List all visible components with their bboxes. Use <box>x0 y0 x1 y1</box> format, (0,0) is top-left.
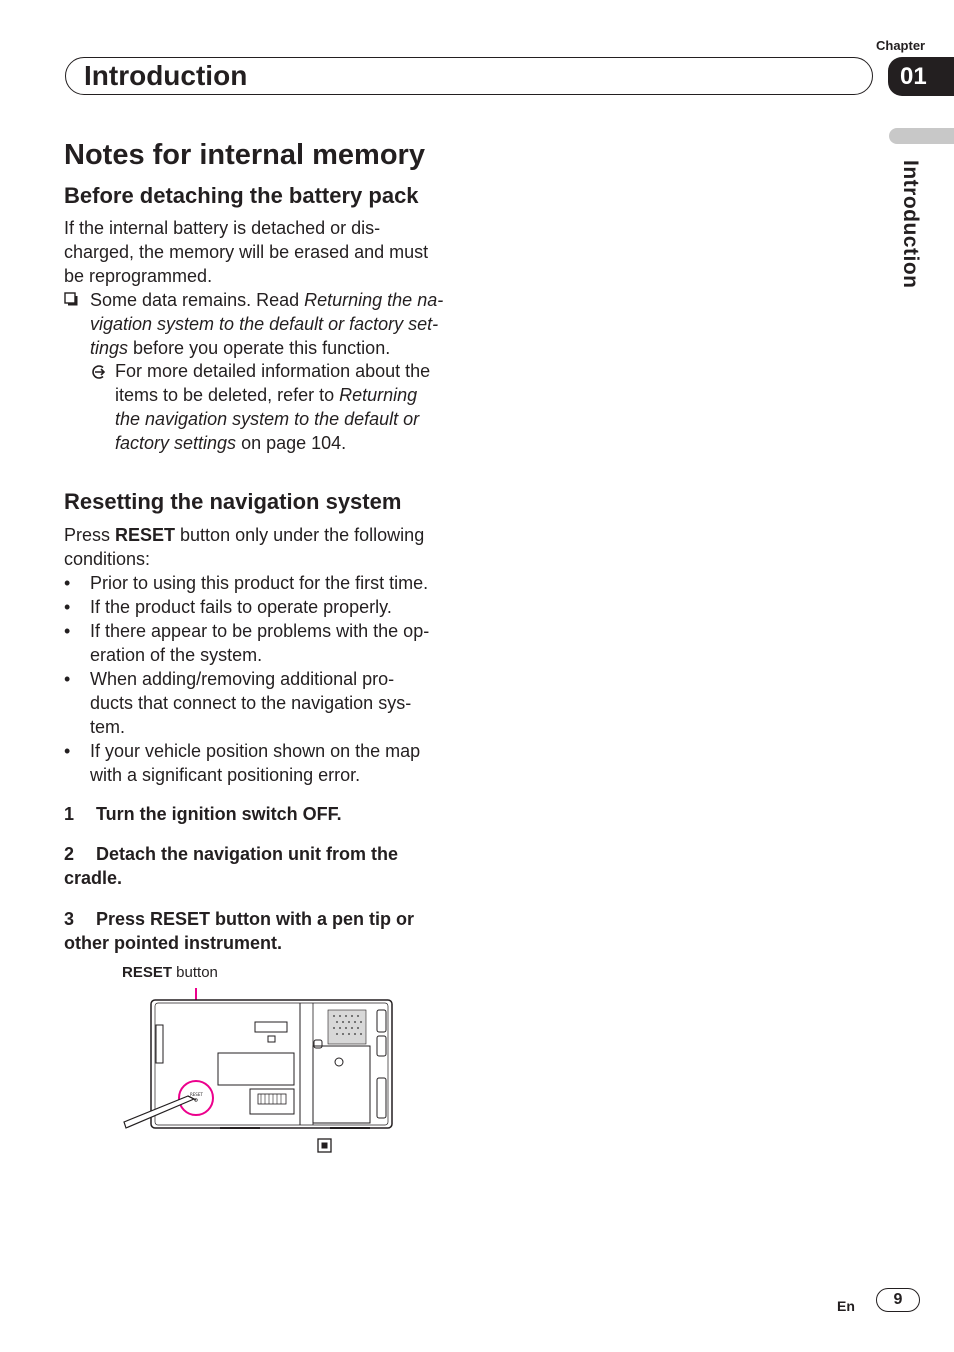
battery-intro: If the internal battery is detached or dis- charged, the memory will be erased and must be reprogrammed. <box>64 218 429 286</box>
language-label: En <box>837 1298 855 1314</box>
chapter-number-tab: 01 <box>888 57 954 96</box>
device-reset-label: RESET <box>190 1092 203 1097</box>
step-1: 1 Turn the ignition switch OFF. <box>64 804 342 824</box>
navigation-unit-illustration <box>110 988 400 1168</box>
arrow-right-circle-icon <box>91 364 107 385</box>
reset-intro: Press RESET button only under the following conditions: <box>64 525 425 569</box>
chapter-label: Chapter <box>876 38 926 53</box>
list-item: • If your vehicle position shown on the map with a significant positioning error. <box>64 741 421 785</box>
side-tab-label: Introduction <box>899 160 922 289</box>
page-title: Notes for internal memory <box>64 139 425 171</box>
side-tab-marker <box>889 128 954 144</box>
battery-subnote: For more detailed information about the items to be deleted, refer to Returning the navigation system to the default or factory settings on page 104. <box>115 361 431 453</box>
step-3: 3 Press RESET button with a pen tip or other pointed instrument. <box>64 909 415 953</box>
list-item: • Prior to using this product for the first time. <box>64 573 429 593</box>
list-item: • If the product fails to operate properly. <box>64 597 392 617</box>
list-item: • When adding/removing additional pro- ducts that connect to the navigation sys- tem. <box>64 669 412 737</box>
figure-caption: RESET button <box>122 964 218 981</box>
reset-heading: Resetting the navigation system <box>64 489 402 514</box>
checkbox-square-icon <box>64 292 78 311</box>
conditions-list <box>64 571 456 787</box>
battery-note: Some data remains. Read Returning the na- vigation system to the default or factory set- tings before you operate this function. <box>90 290 444 358</box>
step-2: 2 Detach the navigation unit from the cradle. <box>64 844 399 888</box>
battery-heading: Before detaching the battery pack <box>64 183 419 208</box>
list-item: • If there appear to be problems with the op- eration of the system. <box>64 621 430 665</box>
page-number: 9 <box>876 1288 920 1312</box>
section-title: Introduction <box>84 60 248 91</box>
